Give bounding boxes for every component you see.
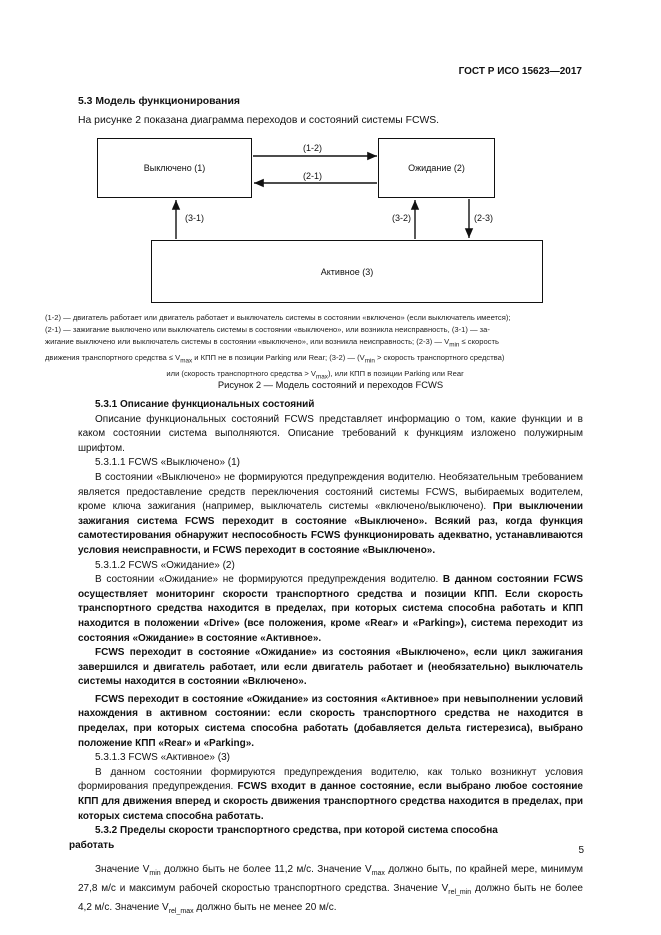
transition-label-3-1: (3-1) — [185, 213, 205, 223]
state-off-label: Выключено (1) — [143, 163, 206, 173]
body-text — [69, 398, 584, 919]
section-title: 5.3 Модель функционирования — [78, 96, 240, 107]
figure-caption: Рисунок 2 — Модель состояний и переходов FCWS — [217, 379, 444, 390]
legend-line: или (скорость транспортного средства > $V_{max}$), или КПП в позиции Parking или Rear — [166, 368, 464, 381]
paragraph: В состоянии «Ожидание» не формируются предупреждения водителю. В данном состоянии FCWS осуществляет мониторинг скорости транспортного средства и позиции КПП. Если скорость транспортного средства находится в пределах, при которых система способна работать и КПП находится в положении «Drive» (все положения, кроме «Rear» и «Parking»), система переходит из состояния «Ожидание» в состояние «Активное». — [78, 574, 583, 644]
clause-heading: 5.3.1.1 FCWS «Выключено» (1) — [95, 457, 241, 469]
legend-line: жигание выключено или выключатель системы в состоянии «выключено», или возникла неисправность; (2-3) — $V_{min}$ ≤ скорость — [45, 337, 499, 349]
document-header: ГОСТ Р ИСО 15623—2017 — [458, 66, 582, 77]
intro-text: На рисунке 2 показана диаграмма переходов и состояний системы FCWS. — [78, 115, 440, 126]
transition-label-2-1: (2-1) — [303, 171, 323, 181]
legend-line: (1-2) — двигатель работает или двигатель работает и выключатель системы в состоянии «включено» (если выключатель имеется); — [45, 313, 511, 322]
subsection-heading: 5.3.1 Описание функциональных состояний — [95, 399, 315, 410]
state-active-label: Активное (3) — [320, 266, 374, 277]
paragraph: FCWS переходит в состояние «Ожидание» из состояния «Активное» при невыполнении условий нахождения в активном состоянии: если скорость транспортного средства не находится в пределах, при которых система способна работать (добавляется дельта гистерезиса), выбрано положение КПП «Rear» и «Parking». — [78, 693, 583, 749]
paragraph: Значение $V_{min}$ должно быть не более 11,2 м/с. Значение $V_{max}$ должно быть, по крайней мере, минимум 27,8 м/с и максимум рабочей скоростью транспортного средства. Значение $V_{rel\_min}$ должно быть не более 4,2 м/с. Значение $V_{rel\_max}$ должно быть не менее 20 м/с. — [78, 864, 584, 915]
transition-arrows — [0, 0, 661, 320]
clause-heading: 5.3.1.2 FCWS «Ожидание» (2) — [95, 559, 235, 571]
page-number: 5 — [578, 845, 584, 856]
legend-line: (2-1) — зажигание выключено или выключатель системы в состоянии «выключено», или возникла неисправность, (3-1) — за- — [45, 325, 490, 335]
state-wait-label: Ожидание (2) — [408, 163, 465, 173]
paragraph: В состоянии «Выключено» не формируются предупреждения водителю. Необязательным требованием является предоставление средств переключения состояний системы FCWS, выбираемых водителем, кроме ключа зажигания (например, выключатель системы «включено/выключено). При выключении зажигания система FCWS переходит в состояние «Выключено». Всякий раз, когда функция самотестирования обнаружит неспособность FCWS функционировать адекватно, устанавливаются условия неисправности, и FCWS переходит в состояние «Выключено». — [78, 471, 584, 556]
legend-line: движения транспортного средства ≤ $V_{max}$ и КПП не в позиции Parking или Rear; (3-2) — ($V_{min}$ > скорость транспортного средства) — [45, 353, 505, 365]
diagram-legend — [45, 312, 585, 384]
transition-label-3-2: (3-2) — [392, 213, 412, 223]
clause-heading: 5.3.1.3 FCWS «Активное» (3) — [95, 752, 230, 764]
transition-label-2-3: (2-3) — [474, 213, 494, 223]
transition-label-1-2: (1-2) — [303, 143, 323, 153]
paragraph: FCWS переходит в состояние «Ожидание» из состояния «Выключено», если цикл зажигания завершился и двигатель работает, или если двигатель работает и (необязательно) выключатель системы находится в состоянии «Включено». — [78, 647, 583, 688]
paragraph: В данном состоянии формируются предупреждения водителю, как только возникнут условия формирования предупреждения. FCWS входит в данное состояние, если выбрано любое состояние КПП для движения вперед и скорость движения транспортного средства находится в пределах, при которых система способна работать. — [78, 766, 583, 822]
subsection-heading: 5.3.2 Пределы скорости транспортного средства, при которой система способна работать — [69, 825, 498, 851]
paragraph: Описание функциональных состояний FCWS представляет информацию о том, какие функции и в каком состоянии система выполняются. Описание требований к функциям изложено полужирным шрифтом. — [78, 413, 583, 454]
